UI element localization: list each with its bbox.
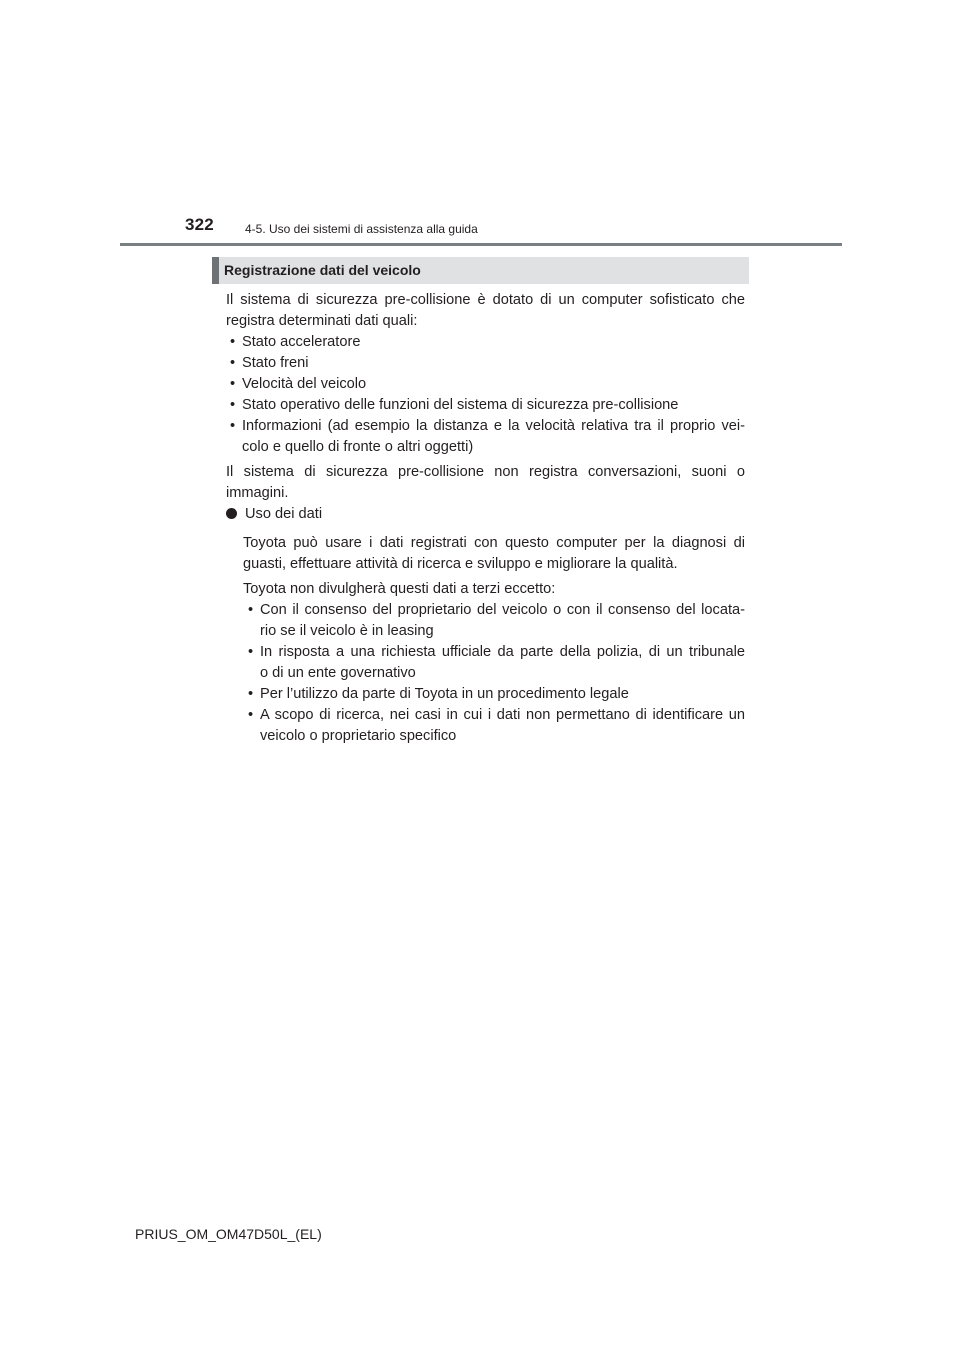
intro-line-2: registra determinati dati quali: [226, 313, 418, 329]
list-item-continued: colo e quello di fronte o altri oggetti) [242, 439, 474, 455]
list-item: • Stato freni [230, 355, 309, 371]
list-item: • A scopo di ricerca, nei casi in cui i dati non permettano di identificare un [248, 707, 745, 723]
footer-code: PRIUS_OM_OM47D50L_(EL) [135, 1226, 322, 1242]
list-item: • Stato acceleratore [230, 334, 361, 350]
heading-text: Registrazione dati del veicolo [224, 262, 421, 278]
not-recorded-line-2: immagini. [226, 485, 289, 501]
list-item-continued: veicolo o proprietario specifico [260, 728, 457, 744]
heading-accent [212, 257, 219, 284]
data-use-para1-line-2: guasti, effettuare attività di ricerca e sviluppo e migliorare la qualità. [243, 556, 678, 572]
data-use-title: Uso dei dati [226, 504, 322, 525]
list-item: • Informazioni (ad esempio la distanza e la velocità relativa tra il proprio vei- [230, 418, 745, 434]
section-heading [212, 257, 749, 284]
bullet-circle-icon [226, 508, 237, 519]
intro-line-1: Il sistema di sicurezza pre-collisione è dotato di un computer sofisticato che [226, 292, 745, 308]
data-use-para2: Toyota non divulgherà questi dati a terzi eccetto: [243, 581, 556, 597]
list-item: • Stato operativo delle funzioni del sistema di sicurezza pre-collisione [230, 397, 679, 413]
page-number: 322 [185, 215, 214, 234]
list-item-continued: o di un ente governativo [260, 665, 416, 681]
list-item: • Con il consenso del proprietario del veicolo o con il consenso del locata- [248, 602, 745, 618]
list-item: • Velocità del veicolo [230, 376, 367, 392]
list-item-continued: rio se il veicolo è in leasing [260, 623, 434, 639]
header-rule [120, 243, 842, 246]
list-item: • In risposta a una richiesta ufficiale da parte della polizia, di un tribunale [248, 644, 745, 660]
section-title: 4-5. Uso dei sistemi di assistenza alla guida [245, 222, 478, 236]
data-use-para1-line-1: Toyota può usare i dati registrati con questo computer per la diagnosi di [243, 535, 745, 551]
not-recorded-line-1: Il sistema di sicurezza pre-collisione non registra conversazioni, suoni o [226, 464, 745, 480]
list-item: • Per l’utilizzo da parte di Toyota in un procedimento legale [248, 686, 629, 702]
